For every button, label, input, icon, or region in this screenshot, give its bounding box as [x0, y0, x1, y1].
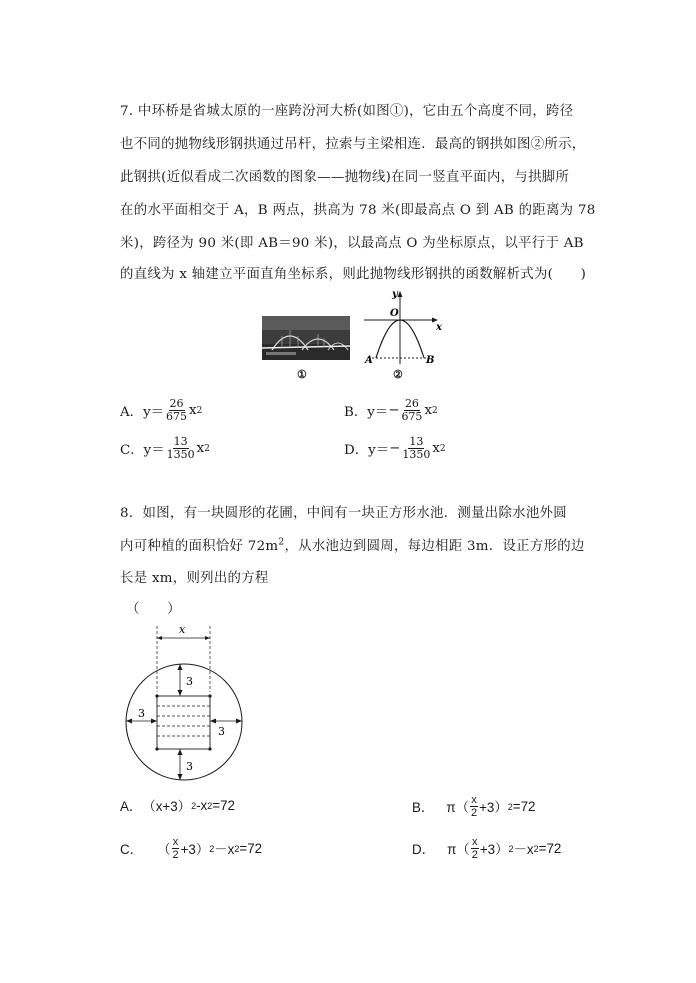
- exponent: 2: [507, 801, 513, 812]
- expr-part: +3）: [479, 800, 508, 815]
- exponent: 2: [508, 843, 514, 854]
- point-a-label: A: [365, 355, 373, 366]
- option-lhs: y＝: [367, 405, 389, 420]
- expr-rhs: =72: [538, 841, 562, 856]
- denominator: 675: [166, 410, 188, 423]
- fraction: [470, 794, 478, 819]
- expr-minus: －x: [214, 842, 235, 857]
- exponent: 2: [209, 843, 215, 854]
- garden-circle: [126, 664, 242, 780]
- paren-open: （: [157, 842, 171, 857]
- denominator: 2: [471, 849, 478, 861]
- variable: x: [432, 441, 440, 456]
- right-gap-label: 3: [218, 725, 225, 738]
- x-label: x: [179, 623, 186, 636]
- expr-rhs: =72: [212, 798, 235, 813]
- denominator: 2: [172, 849, 179, 861]
- q8-line-2b: ，从水池边到圆周，每边相距 3m．设正方形的边: [284, 539, 585, 554]
- option-letter: D．: [344, 443, 369, 458]
- option-lhs: y＝: [368, 443, 390, 458]
- left-gap-label: 3: [138, 707, 145, 720]
- exponent: 2: [196, 405, 203, 416]
- denominator: 1350: [166, 448, 195, 461]
- minus-sign: −: [389, 441, 401, 456]
- numerator: 26: [404, 397, 419, 410]
- q8-line-3: 长是 xm，则列出的方程: [120, 571, 269, 586]
- minus-sign: −: [388, 403, 400, 418]
- numerator: x: [471, 794, 477, 806]
- option-letter: B．: [344, 405, 368, 420]
- expr-part: （x+3）: [142, 799, 192, 814]
- q8-option-d: [412, 836, 561, 861]
- exponent: 2: [234, 843, 240, 854]
- expr-minus: －x: [513, 842, 534, 857]
- option-lhs: y＝: [143, 443, 165, 458]
- option-letter: A．: [120, 405, 144, 420]
- pi-open: π（: [446, 800, 469, 815]
- q7-option-c: [120, 436, 210, 461]
- fraction: [400, 398, 423, 423]
- q8-option-b: [412, 794, 536, 819]
- option-letter: C．: [120, 842, 144, 857]
- fraction: [401, 436, 431, 461]
- q7-option-a: [120, 398, 202, 423]
- q8-answer-blank: （ ）: [126, 602, 181, 617]
- fraction: [165, 398, 188, 423]
- denominator: 2: [470, 807, 478, 819]
- expr-rhs: =72: [239, 841, 263, 856]
- option-letter: B．: [412, 800, 435, 815]
- exponent: 2: [432, 405, 438, 416]
- exponent: 2: [191, 800, 197, 811]
- bridge-photo: [262, 316, 350, 360]
- figure-1-label: ①: [297, 368, 307, 381]
- area-unit-exponent: 2: [278, 537, 285, 548]
- fraction: [171, 836, 179, 861]
- denominator: 675: [401, 410, 423, 423]
- point-b-label: B: [426, 355, 435, 366]
- expr-part: -x: [196, 798, 208, 813]
- origin-label: O: [390, 308, 399, 319]
- expr-rhs: =72: [512, 799, 536, 814]
- q7-line-5: 米)，跨径为 90 米(即 AB＝90 米)，以最高点 O 为坐标原点，以平行于 AB: [120, 236, 584, 251]
- variable: x: [196, 441, 205, 456]
- q7-line-6: 的直线为 x 轴建立平面直角坐标系，则此抛物线形钢拱的函数解析式为( ): [120, 267, 587, 282]
- exponent: 2: [533, 843, 539, 854]
- figure-2-label: ②: [393, 368, 403, 381]
- option-letter: A．: [120, 799, 143, 814]
- q7-line-1: 7. 中环桥是省城太原的一座跨汾河大桥(如图①)，它由五个高度不同，跨径: [120, 104, 574, 119]
- q7-line-2: 也不同的抛物线形钢拱通过吊杆，拉索与主梁相连．最高的钢拱如图②所示，: [120, 137, 586, 152]
- exponent: 2: [204, 443, 210, 454]
- numerator: 13: [173, 435, 188, 448]
- numerator: x: [172, 836, 179, 848]
- q8-option-a: [120, 796, 235, 815]
- axis-x-label: x: [436, 322, 442, 333]
- option-lhs: y＝: [143, 405, 165, 420]
- numerator: x: [472, 836, 478, 848]
- numerator: 26: [169, 397, 184, 410]
- denominator: 1350: [402, 448, 431, 461]
- q7-line-3: 此钢拱(近似看成二次函数的图象——抛物线)在同一竖直平面内，与拱脚所: [120, 170, 570, 185]
- q8-option-c: [120, 836, 262, 861]
- top-gap-label: 3: [186, 675, 193, 688]
- exponent: 2: [207, 800, 213, 811]
- q7-line-4: 在的水平面相交于 A，B 两点，拱高为 78 米(即最高点 O 到 AB 的距离为 78: [120, 203, 596, 218]
- axis-y-label: y: [392, 289, 398, 300]
- q8-line-2a: 内可种植的面积恰好 72m: [120, 539, 279, 554]
- q7-option-b: [344, 398, 438, 423]
- bottom-gap-label: 3: [186, 760, 193, 773]
- parabola-diagram: [360, 286, 446, 366]
- q8-line-2: [120, 535, 585, 554]
- y-axis-arrow: [398, 291, 403, 297]
- q7-option-d: [344, 436, 446, 461]
- numerator: 13: [409, 435, 424, 448]
- q8-line-1: 8．如图，有一块圆形的花圃，中间有一块正方形水池．测量出除水池外圆: [120, 506, 567, 521]
- variable: x: [189, 403, 197, 418]
- garden-diagram: [118, 620, 248, 785]
- square-pool: [157, 696, 210, 749]
- option-letter: C．: [120, 443, 144, 458]
- expr-part: +3）: [479, 842, 509, 857]
- option-letter: D．: [412, 842, 436, 857]
- expr-part: +3）: [180, 842, 210, 857]
- exponent: 2: [439, 443, 446, 454]
- fraction: [166, 436, 196, 461]
- fraction: [471, 836, 479, 861]
- variable: x: [424, 403, 432, 418]
- pi-open: π（: [447, 842, 470, 857]
